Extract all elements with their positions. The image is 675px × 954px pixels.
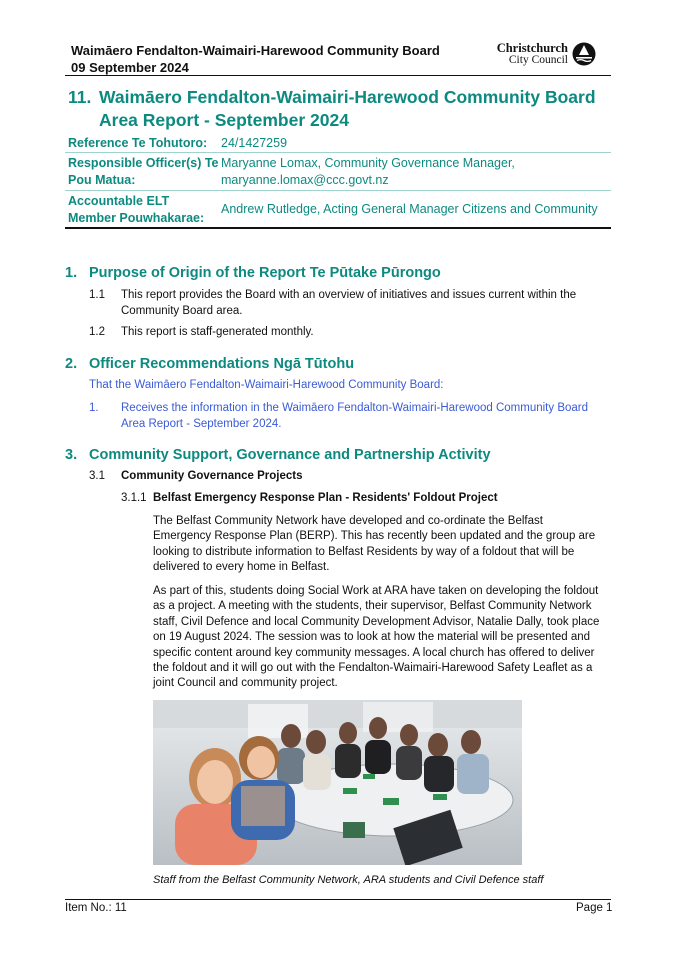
para-1-2-number: 1.2 <box>89 326 105 338</box>
body-paragraph-2-line: joint Council and community project. <box>153 677 338 690</box>
body-paragraph-2-line: staff, Civil Defence and local Community Development Advisor, Natalie Dally, took place <box>153 615 600 628</box>
body-paragraph-1 <box>153 514 613 576</box>
subsection-3-1-1-number: 3.1.1 <box>121 492 147 504</box>
footer-item-number: Item No.: 11 <box>65 902 127 914</box>
logo-line-2: City Council <box>508 54 568 66</box>
meta-divider <box>65 152 611 153</box>
body-paragraph-1-line: Emergency Response Plan (BERP). This has recently been updated and the group are <box>153 530 596 543</box>
report-number: 11. <box>68 87 92 107</box>
subsection-3-1-number: 3.1 <box>89 470 105 482</box>
header-title <box>71 42 440 76</box>
photo-caption: Staff from the Belfast Community Network, ARA students and Civil Defence staff <box>153 874 544 886</box>
elt-label <box>68 193 204 227</box>
report-title-line-1: Waimāero Fendalton-Waimairi-Harewood Community Board <box>99 87 596 107</box>
council-emblem-icon <box>572 42 596 66</box>
officer-label <box>68 155 219 189</box>
para-1-2: This report is staff-generated monthly. <box>121 326 314 338</box>
officer-value <box>221 155 515 189</box>
officer-name: Maryanne Lomax, Community Governance Manager, <box>221 156 515 170</box>
recommendation-number: 1. <box>89 402 99 414</box>
report-title-line-2: Area Report - September 2024 <box>99 110 349 130</box>
body-paragraph-1-line: The Belfast Community Network have developed and co-ordinate the Belfast <box>153 515 543 527</box>
body-paragraph-2-line: on 19 August 2024. The session was to look at how the material will be presented and <box>153 631 591 644</box>
meeting-date: 09 September 2024 <box>71 60 189 75</box>
para-1-1 <box>121 288 611 319</box>
section-2-number: 2. <box>65 356 78 372</box>
recommendation-line-1: Receives the information in the Waimāero Fendalton-Waimairi-Harewood Community Board <box>121 402 589 414</box>
meta-bottom-rule <box>65 227 611 229</box>
para-1-1-number: 1.1 <box>89 289 105 301</box>
section-2-title: Officer Recommendations Ngā Tūtohu <box>89 356 355 372</box>
subsection-3-1-title: Community Governance Projects <box>121 470 303 482</box>
body-paragraph-1-line: looking to distribute information to Belfast Residents by way of a foldout that will be <box>153 545 575 558</box>
header-rule <box>65 75 611 76</box>
subsection-3-1-1-title: Belfast Emergency Response Plan - Residents' Foldout Project <box>153 492 498 504</box>
logo-line-1: Christchurch <box>496 41 568 55</box>
body-paragraph-2-line: As part of this, students doing Social Work at ARA have taken on developing the foldout <box>153 585 599 597</box>
recommendation-line-2: Area Report - September 2024. <box>121 417 282 430</box>
section-3-number: 3. <box>65 447 78 463</box>
elt-value: Andrew Rutledge, Acting General Manager Citizens and Community <box>221 202 598 216</box>
officer-label-line-2: Pou Matua: <box>68 173 136 187</box>
meeting-photo <box>153 700 522 865</box>
meeting-photo-illustration <box>153 700 522 865</box>
elt-label-line-2: Member Pouwhakarae: <box>68 211 205 225</box>
officer-label-line-1: Responsible Officer(s) Te <box>68 156 219 170</box>
officer-email-link[interactable]: maryanne.lomax@ccc.govt.nz <box>221 173 389 187</box>
recommendation-text <box>121 401 611 432</box>
elt-label-line-1: Accountable ELT <box>68 194 170 208</box>
para-1-1-line-2: Community Board area. <box>121 304 243 317</box>
meta-divider <box>65 190 611 191</box>
para-1-1-line-1: This report provides the Board with an overview of initiatives and issues current within the <box>121 289 577 301</box>
section-1-number: 1. <box>65 265 78 281</box>
body-paragraph-1-line: delivered to every home in Belfast. <box>153 561 330 574</box>
reference-label: Reference Te Tohutoro: <box>68 136 208 150</box>
board-name: Waimāero Fendalton-Waimairi-Harewood Community Board <box>71 43 440 58</box>
reference-value: 24/1427259 <box>221 136 288 150</box>
footer-rule <box>65 899 611 900</box>
section-3-title: Community Support, Governance and Partnership Activity <box>89 447 491 463</box>
body-paragraph-2-line: as a project. A meeting with the students, their supervisor, Belfast Community Network <box>153 600 592 613</box>
body-paragraph-2-line: the foldout and it will go out with the Fendalton-Waimairi-Harewood Safety Leaflet as a <box>153 662 593 675</box>
recommendation-intro: That the Waimāero Fendalton-Waimairi-Harewood Community Board: <box>89 379 444 391</box>
council-logo <box>496 42 600 68</box>
body-paragraph-2 <box>153 584 613 692</box>
footer-page-number: Page 1 <box>576 902 613 914</box>
body-paragraph-2-line: specific content around key community messages. A local church has offered to deliver <box>153 646 595 659</box>
section-1-title: Purpose of Origin of the Report Te Pūtake Pūrongo <box>89 265 441 281</box>
